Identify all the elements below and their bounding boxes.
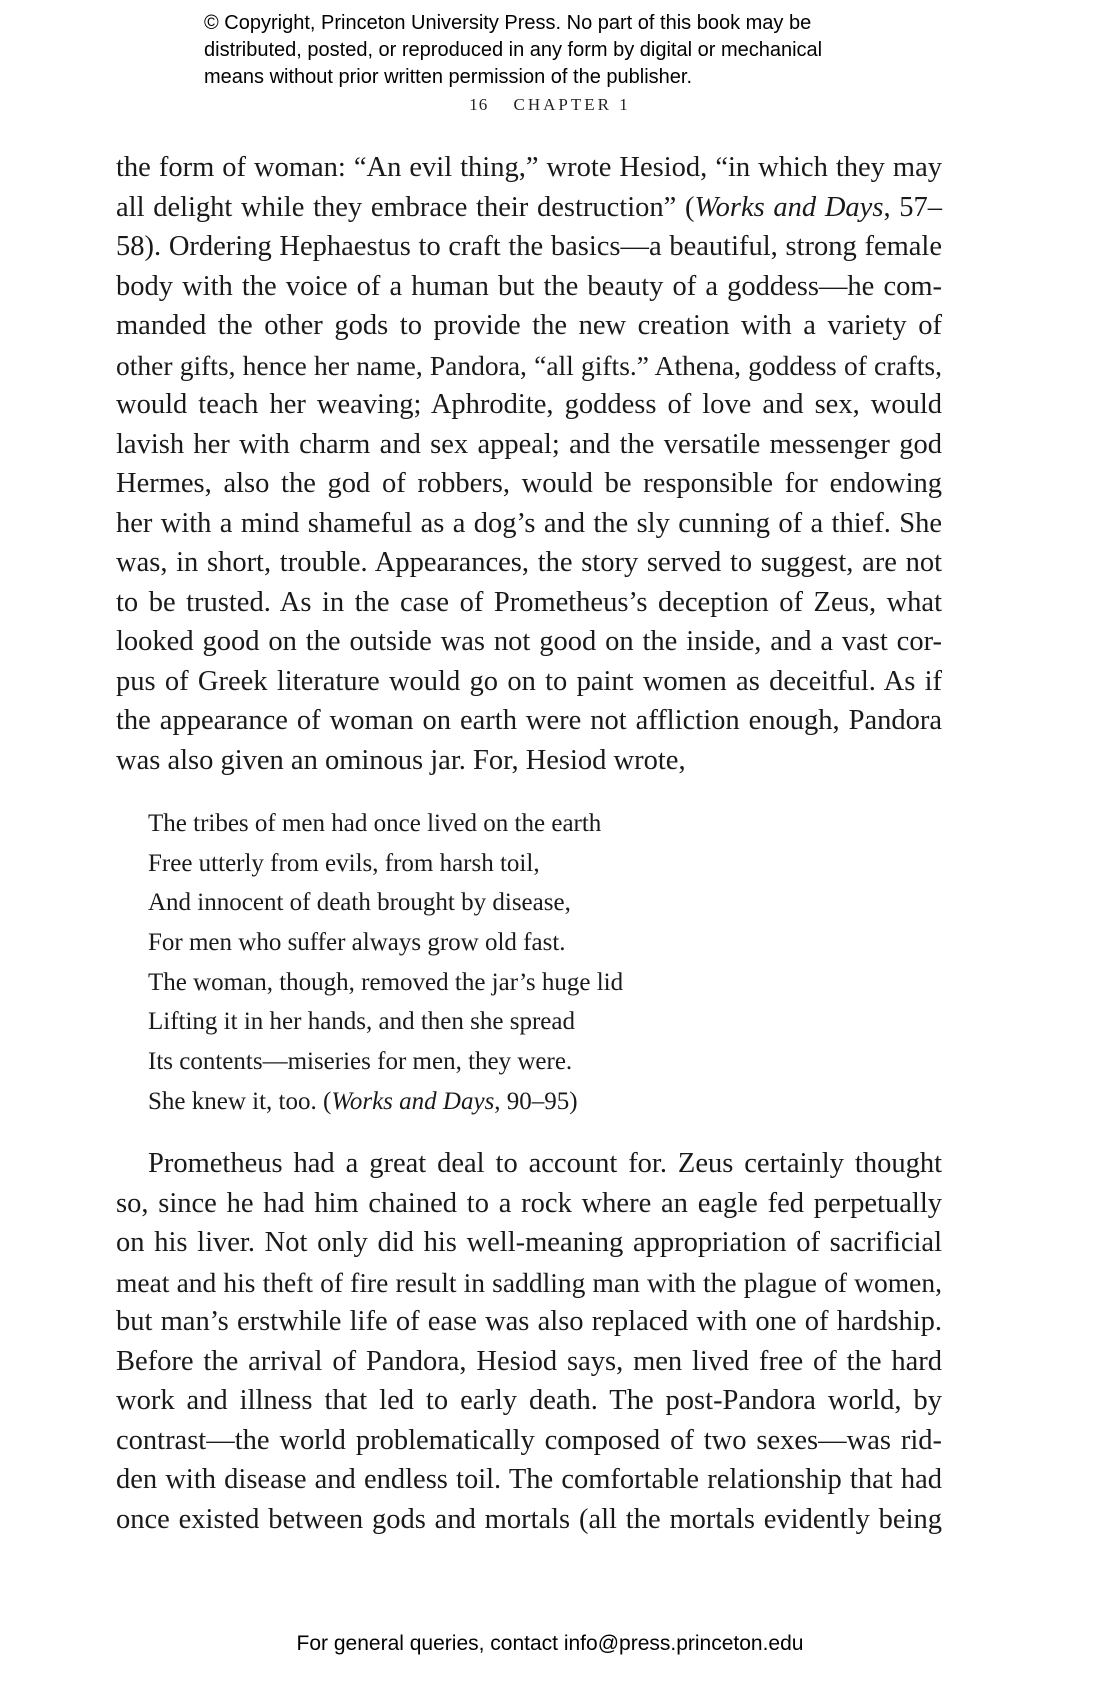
text-line: work and illness that led to early death. The post-Pandora world, by [116, 1385, 942, 1416]
text-line: other gifts, hence her name, Pandora, “all gifts.” Athena, goddess of crafts, [116, 349, 942, 381]
copyright-line: © Copyright, Princeton University Press. No part of this book may be [204, 12, 812, 34]
text-line: looked good on the outside was not good on the inside, and a vast cor- [116, 626, 942, 657]
text-line: Hermes, also the god of robbers, would be responsible for endowing [116, 468, 942, 499]
text-line: all delight while they embrace their destruction” (Works and Days, 57– [116, 191, 943, 223]
text-line: the appearance of woman on earth were not affliction enough, Pandora [116, 705, 942, 736]
text-line: her with a mind shameful as a dog’s and the sly cunning of a thief. She [116, 507, 942, 539]
text-line: once existed between gods and mortals (all the mortals evidently being [116, 1503, 942, 1535]
text-line: pus of Greek literature would go on to paint women as deceitful. As if [116, 665, 942, 697]
text-line: manded the other gods to provide the new creation with a variety of [116, 310, 942, 341]
chapter-label: CHAPTER 1 [513, 95, 631, 114]
verse-line: The tribes of men had once lived on the earth [148, 810, 602, 837]
text-line: Before the arrival of Pandora, Hesiod says, men lived free of the hard [116, 1345, 942, 1377]
work-title: Works and Days [331, 1087, 495, 1115]
verse-line: For men who suffer always grow old fast. [148, 929, 566, 957]
text-line: was, in short, trouble. Appearances, the story served to suggest, are not [116, 547, 942, 578]
verse-line: Lifting it in her hands, and then she spread [148, 1008, 575, 1036]
text-line: to be trusted. As in the case of Prometheus’s deception of Zeus, what [116, 586, 942, 618]
text-line: contrast—the world problematically composed of two sexes—was rid- [116, 1424, 942, 1456]
footer-contact: For general queries, contact info@press.princeton.edu [296, 1632, 804, 1655]
running-head [0, 95, 1100, 115]
text-line: Prometheus had a great deal to account for. Zeus certainly thought [148, 1148, 942, 1179]
verse-citation-line [148, 1082, 623, 1122]
work-title: Works and Days [694, 191, 884, 223]
text-line: would teach her weaving; Aphrodite, goddess of love and sex, would [116, 389, 942, 420]
text-line: but man’s erstwhile life of ease was also replaced with one of hardship. [116, 1306, 942, 1337]
paragraph-2 [116, 1144, 942, 1539]
verse-line: Its contents—miseries for men, they were. [148, 1048, 573, 1076]
text-line: was also given an ominous jar. For, Hesiod wrote, [116, 744, 686, 776]
text-line: 58). Ordering Hephaestus to craft the basics—a beautiful, strong female [116, 231, 942, 262]
verse-quotation [148, 804, 623, 1122]
text-line: den with disease and endless toil. The comfortable relationship that had [116, 1464, 942, 1495]
page-number: 16 [469, 95, 489, 114]
text-line: on his liver. Not only did his well-meaning appropriation of sacrificial [116, 1227, 942, 1258]
copyright-line: means without prior written permission of the publisher. [204, 66, 693, 88]
verse-line: Free utterly from evils, from harsh toil, [148, 849, 540, 877]
verse-line-text: She knew it, too. ( [148, 1087, 332, 1115]
copyright-line: distributed, posted, or reproduced in any form by digital or mechanical [204, 39, 823, 61]
verse-line: And innocent of death brought by disease, [148, 889, 571, 917]
text-line: the form of woman: “An evil thing,” wrote Hesiod, “in which they may [116, 152, 942, 183]
text-line: body with the voice of a human but the beauty of a goddess—he com- [116, 270, 942, 302]
text-line: so, since he had him chained to a rock where an eagle fed perpetually [116, 1187, 942, 1219]
verse-line: The woman, though, removed the jar’s huge lid [148, 968, 624, 996]
citation-range: , 90–95) [494, 1087, 578, 1115]
copyright-notice [204, 10, 924, 91]
text-line: meat and his theft of fire result in saddling man with the plague of women, [116, 1266, 942, 1298]
paragraph-1 [116, 148, 942, 780]
text-line: lavish her with charm and sex appeal; and the versatile messenger god [116, 428, 942, 460]
